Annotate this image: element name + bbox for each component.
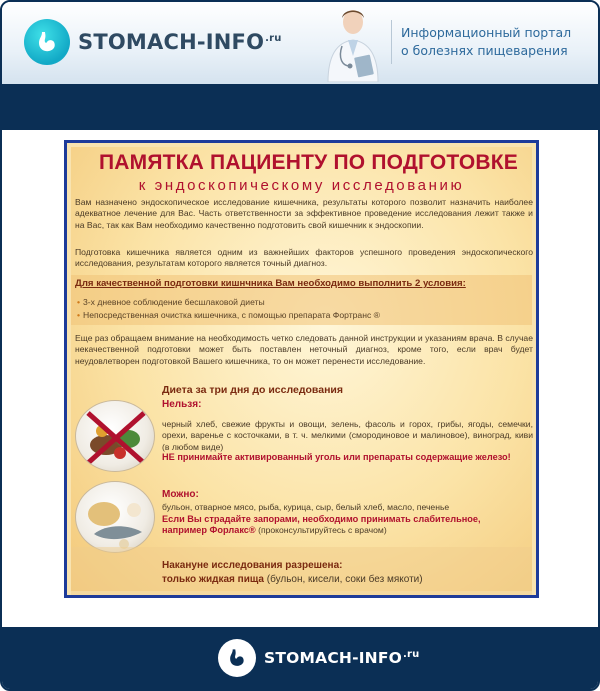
allowed-label: Можно: bbox=[162, 489, 199, 500]
header-divider bbox=[391, 20, 392, 64]
poster-subtitle: к эндоскопическому исследованию bbox=[138, 177, 465, 194]
patient-memo-poster bbox=[64, 140, 539, 598]
forbidden-label: Нельзя: bbox=[162, 399, 202, 410]
footer-logo[interactable] bbox=[218, 639, 419, 677]
eve-heading: Накануне исследования разрешена: bbox=[162, 560, 343, 571]
condition-item-1: • 3-х дневное соблюдение бесшлаковой диеты bbox=[77, 297, 265, 307]
conditions-heading: Для качественной подготовки кишнчника Вам необходимо выполнить 2 условия: bbox=[75, 278, 466, 289]
forbidden-food-image bbox=[75, 400, 155, 472]
allowed-text: бульон, отварное мясо, рыба, курица, сыр, белый хлеб, масло, печенье bbox=[162, 502, 450, 512]
tagline-line-2: о болезнях пищеварения bbox=[401, 43, 568, 58]
poster-warning: Еще раз обращаем внимание на необходимость четко следовать данной инструкции и указаниям врача. В случае некачественной подготовки может быть поставлен неточный диагноз, кроме того, если врач будет неудовлетворен подготовкой Вашего кишечника, то он может перенести исследование. bbox=[75, 333, 533, 366]
site-header bbox=[2, 2, 598, 84]
main-content bbox=[2, 130, 598, 627]
stomach-logo-icon bbox=[218, 639, 256, 677]
footer-logo-text: STOMACH-$INFO^{.ru}$ bbox=[264, 648, 420, 668]
eve-band bbox=[71, 547, 532, 595]
forbidden-note: НЕ принимайте активированный уголь или препараты содержащие железо! bbox=[162, 452, 511, 462]
forbidden-text: черный хлеб, свежие фрукты и овощи, зелень, фасоль и горох, грибы, ягоды, семечки, орехи, варенье с косточками, в т. ч. мелкими (смородиновое и малиновое), виноград, киви (в любом виде) bbox=[162, 419, 533, 452]
eve-text: только жидкая пища (бульон, кисели, соки без мякоти) bbox=[162, 574, 423, 585]
diet-heading: Диета за три дня до исследования bbox=[162, 384, 344, 396]
allowed-food-image bbox=[75, 481, 155, 553]
site-footer bbox=[2, 627, 598, 691]
poster-title: ПАМЯТКА ПАЦИЕНТУ ПО ПОДГОТОВКЕ bbox=[98, 151, 519, 174]
allowed-note: Если Вы страдайте запорами, необходимо принимать слабительное, например Форлакс® (проконсультируйтесь с врачом) bbox=[162, 514, 481, 536]
poster-importance: Подготовка кишечника является одним из важнейших факторов успешного проведения эндоскопического исследования, результатам которого является точный диагноз. bbox=[75, 247, 533, 269]
site-logo[interactable] bbox=[24, 19, 282, 65]
stomach-logo-icon bbox=[24, 19, 70, 65]
navigation-bar bbox=[2, 84, 598, 130]
tagline-line-1: Информационный портал bbox=[401, 25, 572, 40]
logo-text: STOMACH-$INFO^{.ru}$ bbox=[78, 30, 282, 54]
site-tagline bbox=[401, 24, 591, 60]
condition-item-2: • Непосредственная очистка кишечника, с помощью препарата Фортранс ® bbox=[77, 310, 380, 320]
doctor-image bbox=[320, 6, 386, 82]
poster-intro: Вам назначено эндоскопическое исследование кишечника, результаты которого позволит назначить наиболее адекватное лечение для Вас. Часть ответственности за эффективное проведение исследования лежит также и на Вас, так как Вам необходимо качественно подготовить свой кишечник к эндоскопии. bbox=[75, 197, 533, 230]
